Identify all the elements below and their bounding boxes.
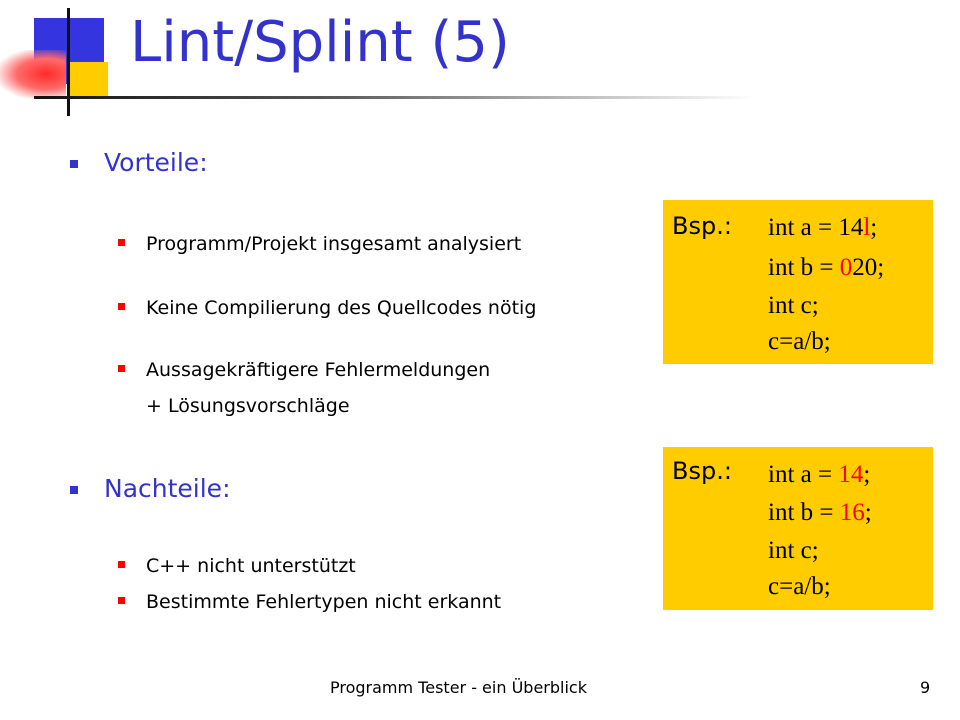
pros-item-label: Aussagekräftigere Fehlermeldungen: [146, 359, 491, 381]
page-number: 9: [920, 678, 931, 697]
cons-item-label: Bestimmte Fehlertypen nicht erkannt: [146, 591, 502, 613]
bullet-square-icon: [70, 486, 78, 494]
pros-item-label: Keine Compilierung des Quellcodes nötig: [146, 297, 537, 319]
code-line-1: int a = 14l;: [768, 214, 878, 241]
decor-vertical-line: [67, 8, 70, 116]
code-line-3: int c;: [768, 537, 819, 564]
bullet-square-icon: [118, 365, 125, 372]
code-line-4: c=a/b;: [768, 328, 831, 355]
bullet-square-icon: [118, 239, 125, 246]
pros-heading-label: Vorteile:: [104, 148, 208, 177]
bullet-square-icon: [118, 303, 125, 310]
bullet-square-icon: [118, 561, 125, 568]
code-line-3: int c;: [768, 292, 819, 319]
bullet-square-icon: [70, 160, 78, 168]
example-label: Bsp.:: [672, 212, 732, 240]
slide-title: Lint/Splint (5): [130, 10, 510, 75]
pros-item-label: Programm/Projekt insgesamt analysiert: [146, 233, 522, 255]
code-line-4: c=a/b;: [768, 573, 831, 600]
code-line-2: int b = 16;: [768, 499, 872, 526]
example-label: Bsp.:: [672, 457, 732, 485]
cons-item-label: C++ nicht unterstützt: [146, 555, 356, 577]
code-line-2: int b = 020;: [768, 254, 885, 281]
cons-heading-label: Nachteile:: [104, 474, 231, 503]
pros-item-label: + Lösungsvorschläge: [146, 395, 350, 417]
example-box-2: [663, 447, 933, 610]
bullet-square-icon: [118, 597, 125, 604]
code-line-1: int a = 14;: [768, 461, 871, 488]
example-box-1: [663, 200, 933, 364]
decor-red-square: [0, 50, 66, 98]
decor-horizontal-line: [34, 96, 754, 99]
decor-yellow-square: [70, 62, 108, 98]
slide-footer: Programm Tester - ein Überblick: [330, 678, 587, 697]
